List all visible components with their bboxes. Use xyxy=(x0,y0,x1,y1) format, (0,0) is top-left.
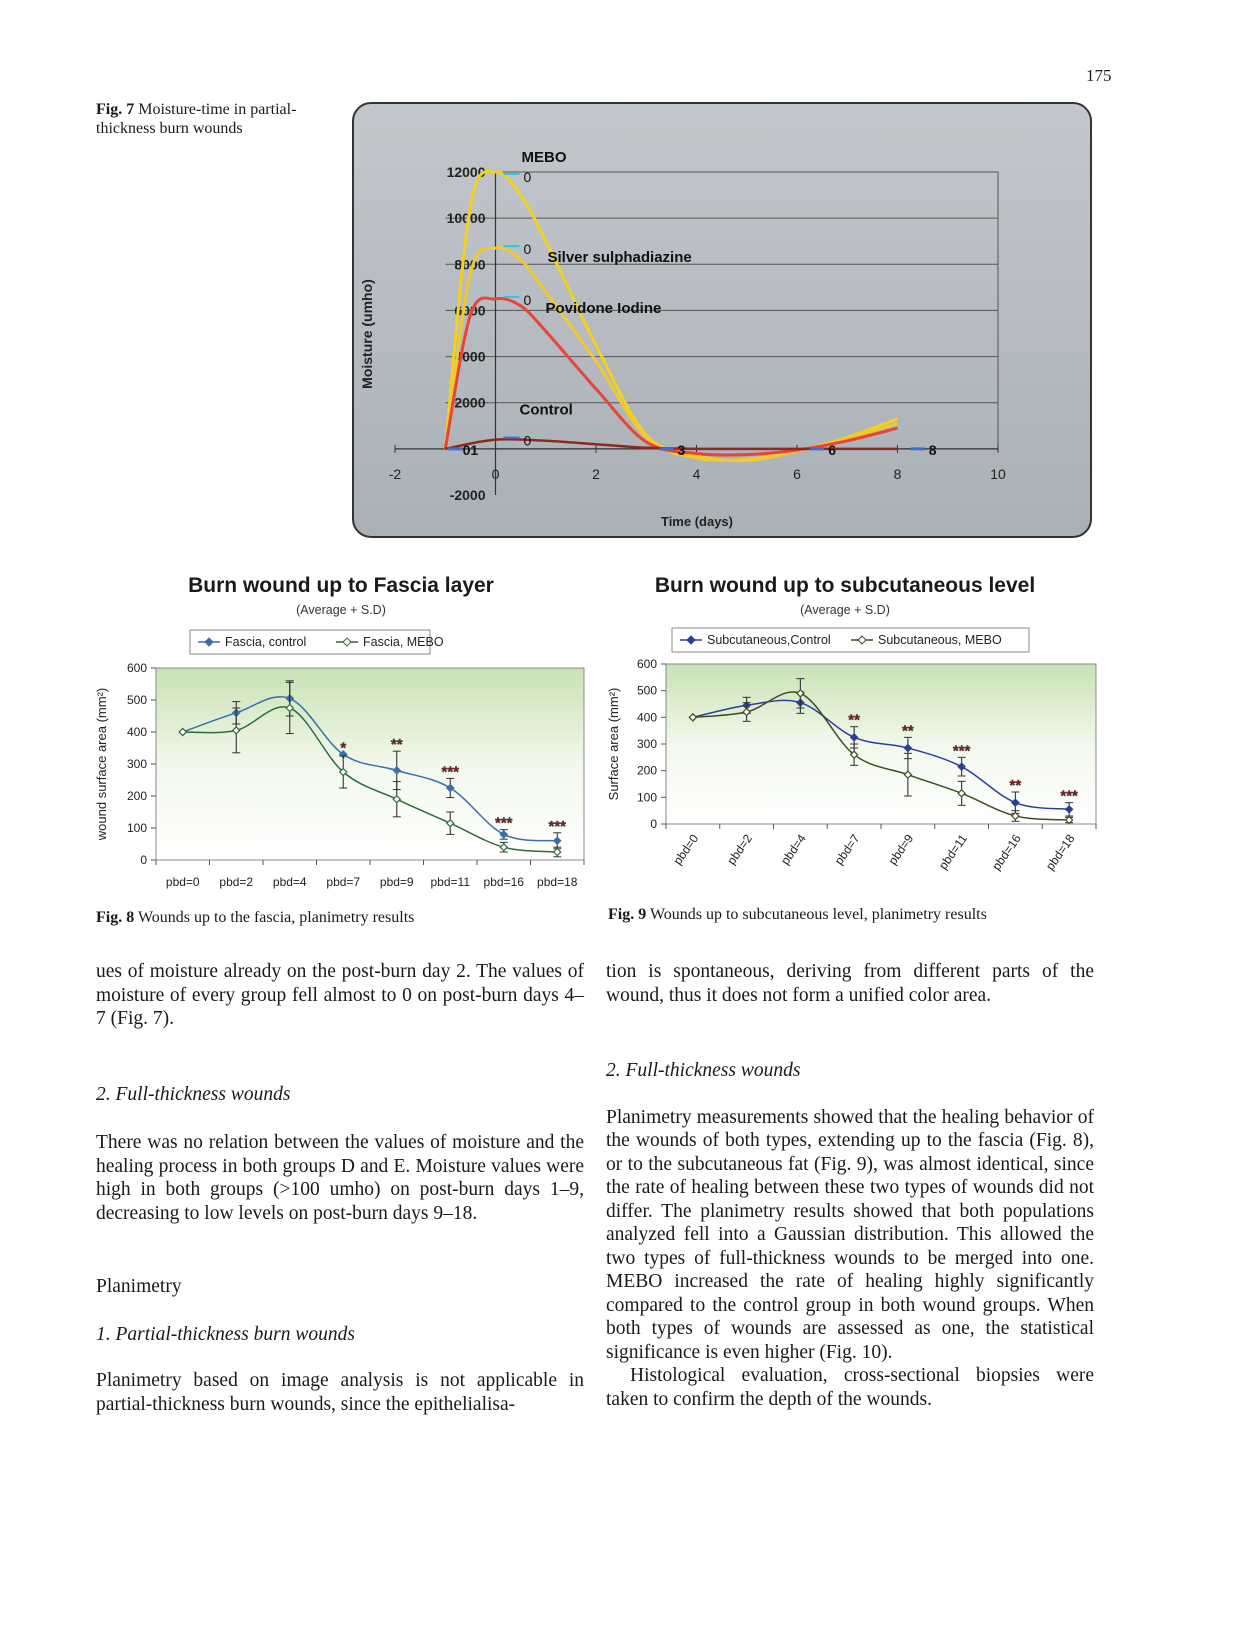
fig7-caption xyxy=(96,100,346,138)
right-para-3: Histological evaluation, cross-sectional biopsies were taken to confirm the depth of the wounds. xyxy=(606,1365,1094,1410)
legend-label: Fascia, control xyxy=(225,635,307,649)
y-tick-label: 300 xyxy=(126,757,147,771)
fig9-caption-text: Wounds up to subcutaneous level, planimetry results xyxy=(649,906,987,923)
fig7-series-name: Control xyxy=(519,401,573,419)
y-tick-label: 300 xyxy=(636,737,657,751)
x-tick-label: pbd=18 xyxy=(1042,831,1078,873)
x-tick-label: pbd=0 xyxy=(165,875,200,889)
fig8-caption xyxy=(96,908,596,927)
left-heading-planimetry: Planimetry xyxy=(96,1276,182,1297)
fig8-title: Burn wound up to Fascia layer xyxy=(188,574,494,597)
x-tick-label: pbd=4 xyxy=(778,831,809,868)
fig7-x-tick-label: 6 xyxy=(793,465,801,482)
fig7-y-tick-label: 6000 xyxy=(454,302,486,319)
left-para-3: Planimetry based on image analysis is not applicable in partial-thickness burn wounds, since the epithelialisa- xyxy=(96,1370,584,1415)
significance-mark: *** xyxy=(441,763,460,781)
x-tick-label: pbd=18 xyxy=(537,875,578,889)
fig7-series-name: Povidone Iodine xyxy=(545,299,662,317)
fig7-y-tick-label: 2000 xyxy=(454,394,486,411)
fig7-y-tick-label: -2000 xyxy=(449,487,486,503)
y-tick-label: 200 xyxy=(126,789,147,803)
left-heading-partial-thickness: 1. Partial-thickness burn wounds xyxy=(96,1323,355,1345)
fig7-series-name: Silver sulphadiazine xyxy=(547,249,692,267)
x-tick-label: pbd=16 xyxy=(989,831,1024,873)
fig8-caption-text: Wounds up to the fascia, planimetry results xyxy=(137,909,415,926)
fig7-y-tick-label: 8000 xyxy=(454,256,486,273)
y-axis-label: Surface area (mm²) xyxy=(606,687,621,801)
fig7-day-marker-label: 8 xyxy=(928,441,937,458)
x-tick-label: pbd=7 xyxy=(831,831,863,868)
right-para-1: tion is spontaneous, deriving from different parts of the wound, thus it does not form a unified color area. xyxy=(606,961,1094,1006)
right-heading-full-thickness: 2. Full-thickness wounds xyxy=(606,1060,801,1081)
left-para-2: There was no relation between the values of moisture and the healing process in both groups D and E. Moisture values were high in both groups (>100 umho) on post-burn days 1–9, decreasing to low levels on post-burn days 9–18. xyxy=(96,1132,584,1224)
right-column xyxy=(606,960,1094,1411)
x-tick-label: pbd=2 xyxy=(219,875,254,889)
legend-label: Subcutaneous, MEBO xyxy=(878,633,1002,647)
x-tick-label: pbd=16 xyxy=(483,875,524,889)
significance-mark: *** xyxy=(1060,787,1078,805)
significance-mark: *** xyxy=(952,742,971,760)
y-tick-label: 0 xyxy=(650,817,657,831)
fig7-x-tick-label: -2 xyxy=(388,465,402,482)
fig7-x-tick-label: 4 xyxy=(692,465,701,482)
fig8-caption-label: Fig. 8 xyxy=(96,909,135,926)
fig7-day-marker-label: 6 xyxy=(828,441,837,458)
page-number: 175 xyxy=(1086,66,1112,85)
significance-mark: ** xyxy=(848,711,860,729)
fig9-caption xyxy=(608,905,1098,924)
fig9-title: Burn wound up to subcutaneous level xyxy=(654,574,1036,597)
legend-label: Fascia, MEBO xyxy=(363,635,444,649)
fig7-x-tick-label: 0 xyxy=(491,465,500,482)
fig7-y-tick-label: 10000 xyxy=(446,210,486,227)
significance-mark: *** xyxy=(494,814,513,832)
y-axis-label: wound surface area (mm²) xyxy=(94,687,109,841)
fig7-xlabel: Time (days) xyxy=(660,514,734,529)
fig7-caption-label: Fig. 7 xyxy=(96,101,135,118)
fig7-x-tick-label: 2 xyxy=(592,465,600,482)
fig9-subtitle: (Average + S.D) xyxy=(800,603,890,617)
left-heading-full-thickness: 2. Full-thickness wounds xyxy=(96,1083,291,1105)
fig7-x-tick-label: 10 xyxy=(990,465,1006,482)
y-tick-label: 400 xyxy=(636,710,657,725)
x-tick-label: pbd=11 xyxy=(935,831,971,873)
significance-mark: ** xyxy=(390,736,403,754)
fig7-day-marker-label: 3 xyxy=(677,441,686,458)
x-tick-label: pbd=2 xyxy=(724,831,756,868)
fig7-ylabel: Moisture (umho) xyxy=(359,279,375,389)
fig7-y-tick-label: 4000 xyxy=(454,348,486,365)
y-tick-label: 600 xyxy=(126,661,147,675)
fig7-caption-text: Moisture-time in partial-thickness burn wounds xyxy=(96,101,297,137)
fig7-x-tick-label: 8 xyxy=(893,465,902,482)
right-para-2: Planimetry measurements showed that the healing behavior of the wounds of both types, extending up to the fascia (Fig. 8), or to the subcutaneous fat (Fig. 9), was almost identical, since the rate of healing between these two types of wounds did not differ. The planimetry results showed that both populations analyzed fell into a Gaussian distribution. This allowed the two types of full-thickness wounds to be merged into one. MEBO increased the rate of healing highly significantly compared to the control group in both wound groups. When both types of wounds are assessed as one, the statistical significance is even higher (Fig. 10). xyxy=(606,1106,1094,1363)
x-tick-label: pbd=7 xyxy=(326,875,361,889)
fig7-chart xyxy=(350,100,1095,540)
left-column xyxy=(96,960,584,1416)
y-tick-label: 100 xyxy=(636,790,657,805)
fig8-subtitle: (Average + S.D) xyxy=(296,603,386,617)
x-tick-label: pbd=0 xyxy=(670,831,702,868)
fig7-y-tick-label: 12000 xyxy=(446,164,486,180)
y-tick-label: 500 xyxy=(126,693,147,707)
fig7-day-marker-label: 01 xyxy=(462,441,479,458)
significance-mark: ** xyxy=(1009,777,1022,794)
fig8-chart xyxy=(94,628,594,900)
fig7-series-name: MEBO xyxy=(521,149,567,166)
fig7-point-label: 0 xyxy=(523,241,532,258)
y-tick-label: 100 xyxy=(126,821,147,835)
y-tick-label: 200 xyxy=(636,763,657,778)
y-tick-label: 500 xyxy=(636,683,657,698)
chart-body xyxy=(606,628,1096,873)
x-tick-label: pbd=4 xyxy=(272,875,307,889)
left-para-1: ues of moisture already on the post-burn day 2. The values of moisture of every group fell almost to 0 on post-burn days 4–7 (Fig. 7). xyxy=(96,961,584,1029)
fig7-point-label: 0 xyxy=(523,432,532,449)
fig9-caption-label: Fig. 9 xyxy=(608,906,647,923)
x-tick-label: pbd=9 xyxy=(379,875,414,889)
y-tick-label: 0 xyxy=(140,853,147,867)
significance-mark: *** xyxy=(548,817,567,835)
x-tick-label: pbd=11 xyxy=(430,875,470,889)
x-tick-label: pbd=9 xyxy=(885,831,917,868)
significance-mark: * xyxy=(340,739,347,757)
y-tick-label: 600 xyxy=(636,657,657,671)
legend-label: Subcutaneous,Control xyxy=(707,633,831,647)
significance-mark: ** xyxy=(902,722,914,740)
chart-body xyxy=(94,630,584,889)
fig7-point-label: 0 xyxy=(523,169,532,185)
fig7-point-label: 0 xyxy=(523,291,532,308)
y-tick-label: 400 xyxy=(126,725,147,739)
fig9-chart xyxy=(604,626,1104,896)
